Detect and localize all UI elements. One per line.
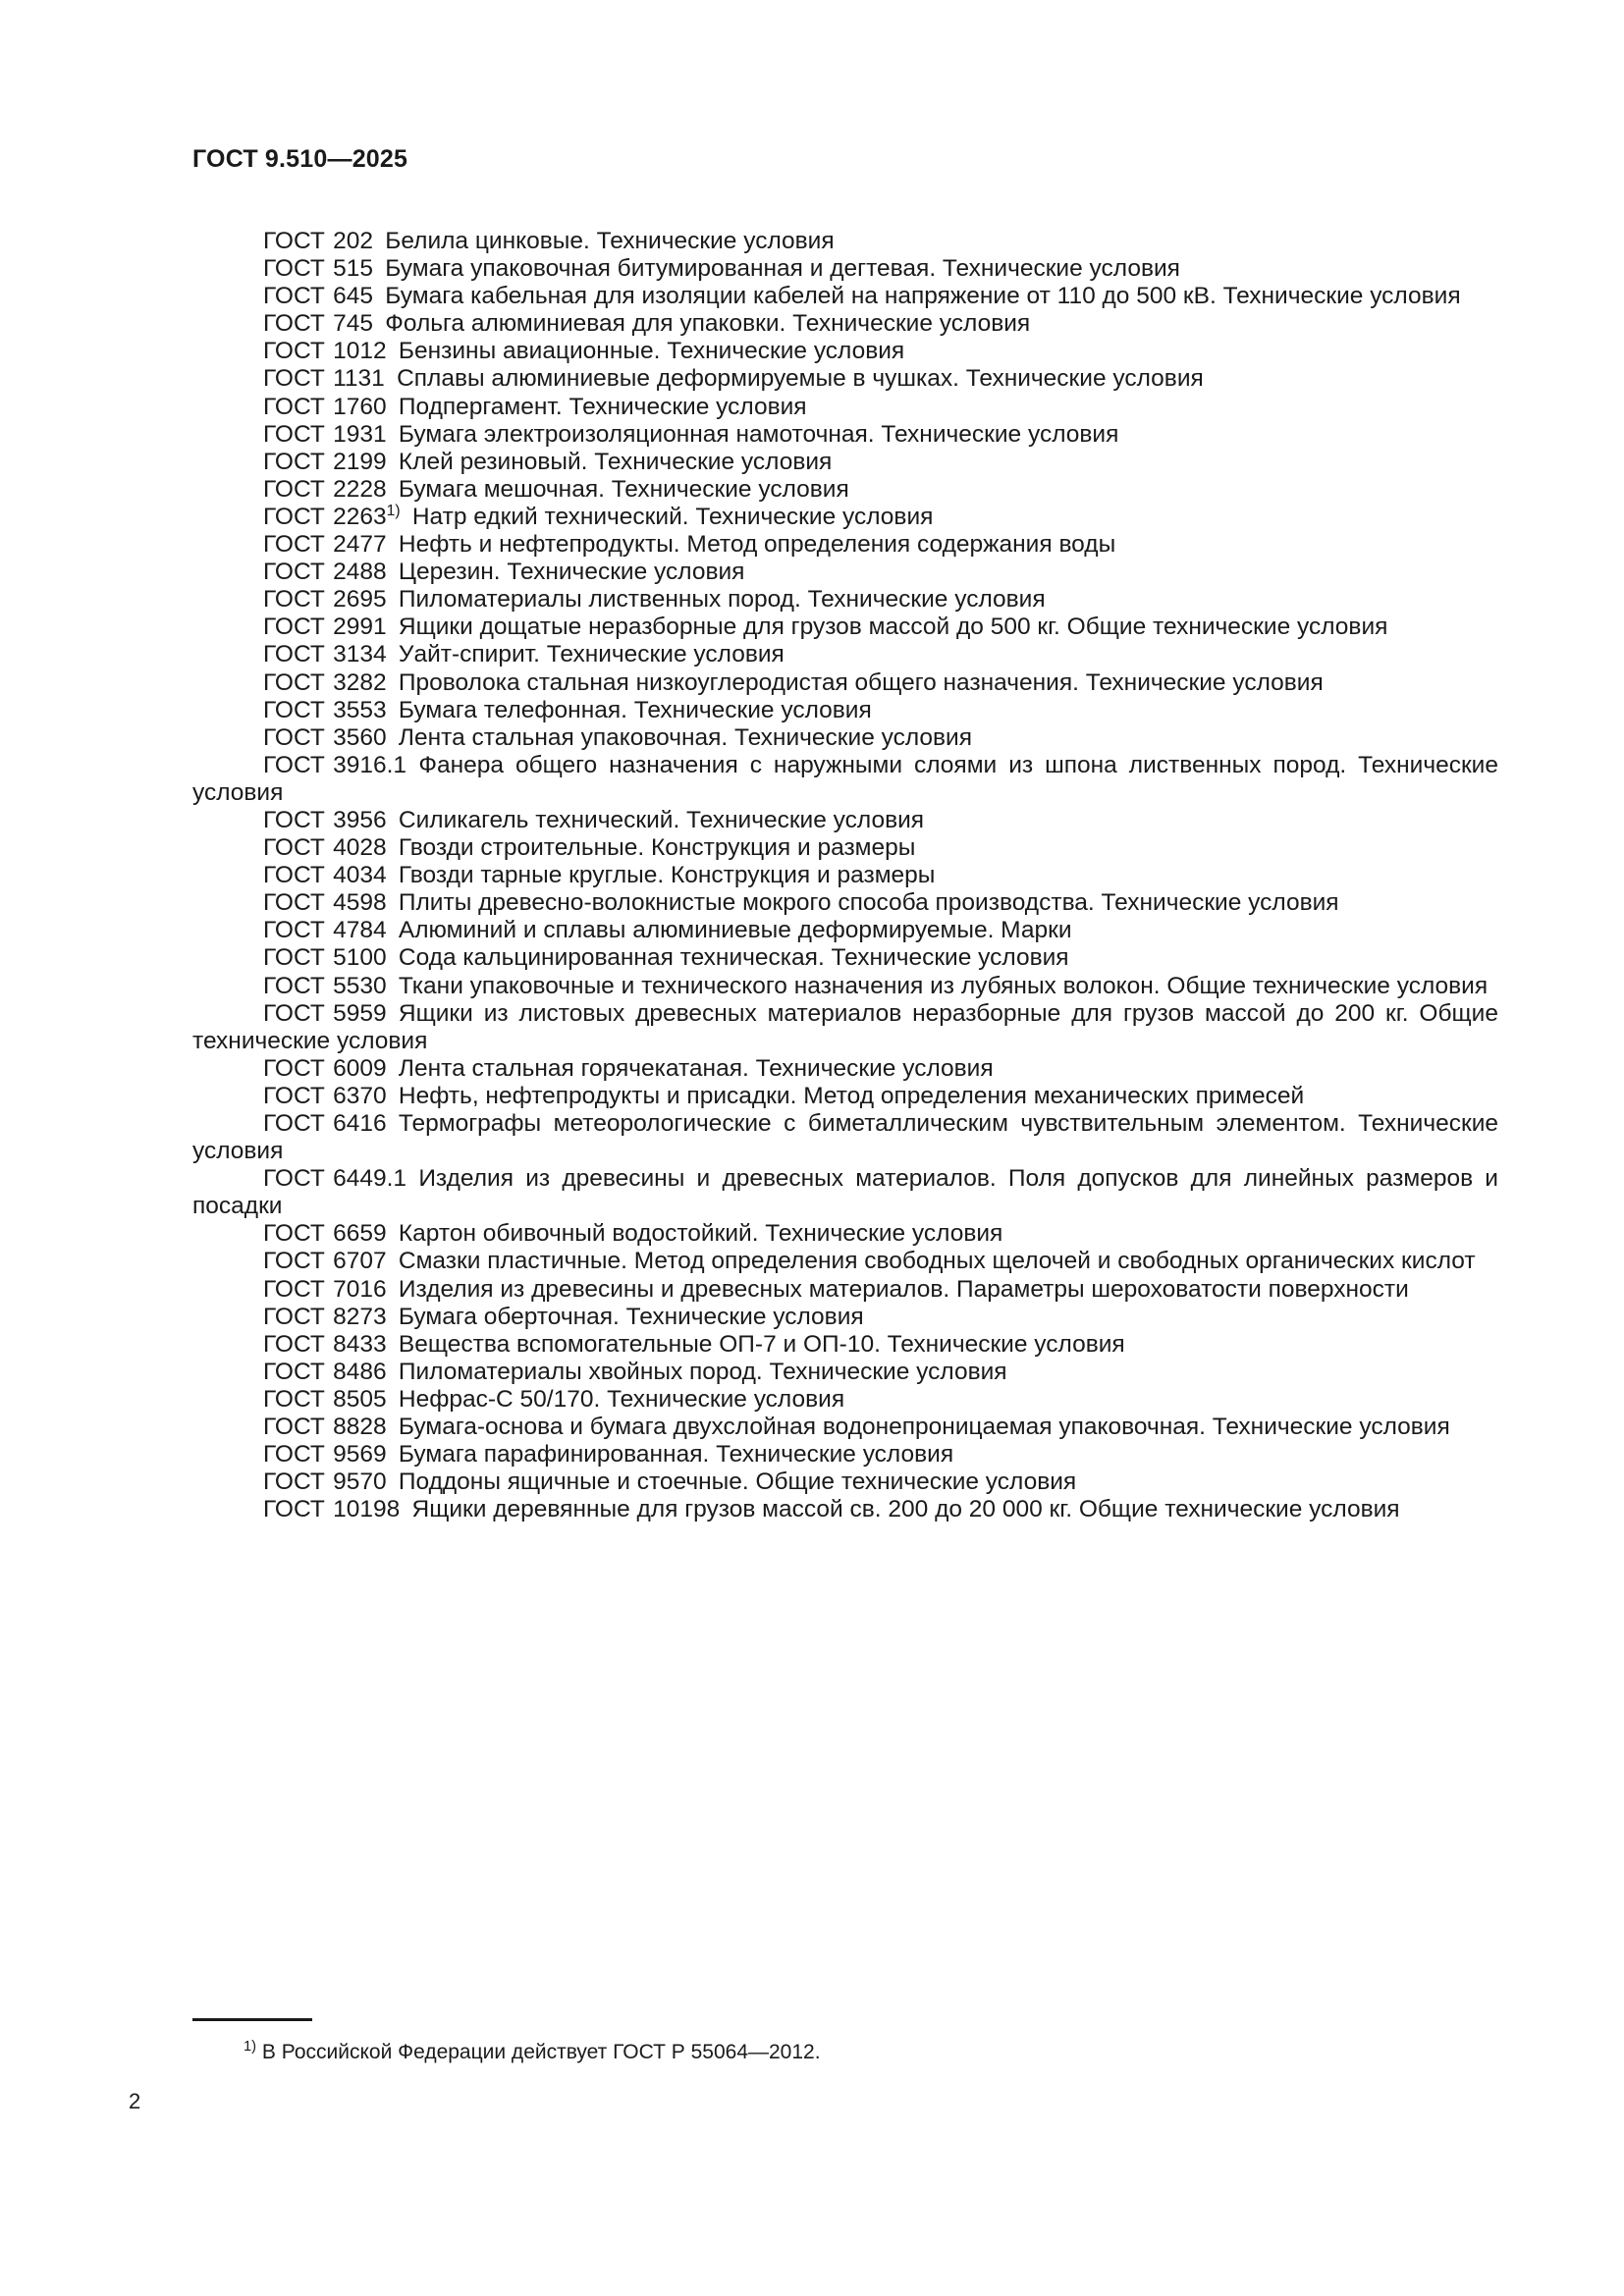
reference-standard-prefix: ГОСТ: [263, 944, 325, 972]
reference-designation: [263, 1359, 387, 1385]
reference-designation: [263, 1386, 387, 1413]
reference-entry: [192, 1083, 1498, 1110]
reference-title: Лента стальная горячекатаная. Технические условия: [398, 1054, 994, 1082]
reference-entry: [192, 944, 1498, 972]
reference-number: 3956: [333, 806, 387, 833]
reference-entry: [192, 394, 1498, 421]
designation-spacer: [325, 862, 333, 889]
reference-title: Вещества вспомогательные ОП-7 и ОП-10. Технические условия: [398, 1330, 1125, 1358]
reference-standard-prefix: ГОСТ: [263, 1496, 325, 1523]
reference-designation: [263, 1414, 387, 1440]
reference-number: 515: [333, 255, 374, 283]
reference-standard-prefix: ГОСТ: [263, 1275, 325, 1303]
reference-title: Бумага электроизоляционная намоточная. Технические условия: [398, 420, 1119, 448]
reference-number: 3134: [333, 641, 387, 668]
designation-spacer: [325, 310, 333, 338]
reference-title: Белила цинковые. Технические условия: [385, 228, 835, 254]
reference-standard-prefix: ГОСТ: [263, 338, 325, 365]
reference-standard-prefix: ГОСТ: [263, 1054, 325, 1082]
reference-designation: [263, 1220, 387, 1247]
reference-entry: [192, 917, 1498, 944]
reference-standard-prefix: ГОСТ: [263, 806, 325, 833]
reference-title: Нефть и нефтепродукты. Метод определения содержания воды: [398, 531, 1116, 559]
reference-designation: [263, 394, 387, 420]
reference-entry: [192, 1165, 1498, 1220]
reference-number: 2263: [333, 503, 387, 530]
designation-spacer: [325, 614, 333, 641]
reference-standard-prefix: ГОСТ: [263, 310, 325, 338]
reference-standard-prefix: ГОСТ: [263, 1468, 325, 1496]
reference-title: Уайт-спирит. Технические условия: [398, 641, 785, 668]
reference-number: 8433: [333, 1330, 387, 1358]
reference-title: Ящики дощатые неразборные для грузов массой до 500 кг. Общие технические условия: [398, 614, 1388, 641]
reference-title: Бумага телефонная. Технические условия: [398, 696, 872, 723]
reference-title: Ткани упаковочные и технического назначения из лубяных волокон. Общие технические условия: [398, 972, 1489, 999]
reference-title: Ящики деревянные для грузов массой св. 200 до 20 000 кг. Общие технические условия: [411, 1496, 1400, 1523]
reference-entry: [192, 669, 1498, 697]
reference-title: Сода кальцинированная техническая. Технические условия: [398, 944, 1069, 972]
reference-designation: [263, 310, 373, 337]
reference-number: 2695: [333, 586, 387, 614]
reference-designation: [263, 641, 387, 667]
reference-title: Фольга алюминиевая для упаковки. Технические условия: [385, 310, 1031, 338]
reference-entry: [192, 973, 1498, 1000]
reference-designation: [263, 669, 387, 696]
reference-standard-prefix: ГОСТ: [263, 614, 325, 641]
reference-designation: [263, 1110, 387, 1137]
reference-designation: [263, 1304, 387, 1330]
reference-designation: [263, 1496, 400, 1522]
designation-spacer: [325, 697, 333, 724]
designation-spacer: [325, 394, 333, 421]
reference-entry: [192, 807, 1498, 834]
reference-title: Бумага мешочная. Технические условия: [398, 475, 849, 503]
footnote-text: В Российской Федерации действует ГОСТ Р 55064—2012.: [261, 2041, 821, 2063]
reference-entry: [192, 338, 1498, 365]
reference-number: 8486: [333, 1358, 387, 1385]
reference-designation: [263, 476, 387, 503]
reference-number: 6707: [333, 1248, 387, 1275]
designation-spacer: [325, 449, 333, 476]
designation-spacer: [325, 1331, 333, 1359]
reference-number: 4598: [333, 889, 387, 917]
reference-entry: [192, 1468, 1498, 1496]
reference-standard-prefix: ГОСТ: [263, 503, 325, 530]
reference-number: 1131: [333, 365, 385, 393]
reference-standard-prefix: ГОСТ: [263, 1248, 325, 1275]
reference-standard-prefix: ГОСТ: [263, 531, 325, 559]
reference-number: 1760: [333, 393, 387, 420]
reference-standard-prefix: ГОСТ: [263, 751, 325, 778]
reference-entry: [192, 889, 1498, 917]
reference-standard-prefix: ГОСТ: [263, 917, 325, 944]
designation-spacer: [325, 1248, 333, 1275]
footnote: [192, 2040, 1498, 2065]
reference-standard-prefix: ГОСТ: [263, 1414, 325, 1441]
reference-entry: [192, 1055, 1498, 1083]
reference-entry: [192, 697, 1498, 724]
reference-number: 202: [333, 228, 374, 254]
reference-title: Поддоны ящичные и стоечные. Общие технические условия: [398, 1468, 1077, 1496]
reference-standard-prefix: ГОСТ: [263, 862, 325, 889]
reference-entry: [192, 1248, 1498, 1275]
reference-title: Церезин. Технические условия: [398, 559, 745, 586]
reference-entry: [192, 1110, 1498, 1165]
reference-standard-prefix: ГОСТ: [263, 1358, 325, 1385]
designation-spacer: [325, 338, 333, 365]
reference-entry: [192, 255, 1498, 283]
reference-title: Бумага кабельная для изоляции кабелей на напряжение от 110 до 500 кВ. Технические условия: [385, 283, 1461, 310]
reference-title: Алюминий и сплавы алюминиевые деформируемые. Марки: [398, 917, 1072, 944]
reference-title: Бумага оберточная. Технические условия: [398, 1303, 864, 1330]
reference-standard-prefix: ГОСТ: [263, 420, 325, 448]
reference-number: 4034: [333, 862, 387, 889]
reference-number: 10198: [333, 1496, 401, 1523]
designation-spacer: [325, 559, 333, 586]
reference-number: 8505: [333, 1385, 387, 1413]
reference-designation: [263, 614, 387, 640]
designation-spacer: [325, 1220, 333, 1248]
reference-title: Гвозди строительные. Конструкция и размеры: [398, 834, 916, 862]
reference-entry: [192, 1414, 1498, 1441]
reference-number: 2228: [333, 475, 387, 503]
reference-title: Термографы метеорологические с биметаллическим чувствительным элементом. Технические условия: [192, 1110, 1498, 1165]
reference-entry: [192, 310, 1498, 338]
reference-number: 8273: [333, 1303, 387, 1330]
designation-spacer: [325, 973, 333, 1000]
reference-designation: [263, 586, 387, 613]
reference-designation: [263, 724, 387, 751]
reference-title: Смазки пластичные. Метод определения свободных щелочей и свободных органических кислот: [398, 1248, 1476, 1275]
reference-number: 2991: [333, 614, 387, 641]
reference-designation: [263, 1441, 387, 1468]
footnote-separator-rule: [192, 2018, 312, 2021]
reference-designation: [263, 365, 385, 392]
reference-standard-prefix: ГОСТ: [263, 475, 325, 503]
reference-entry: [192, 1441, 1498, 1468]
reference-designation: [263, 255, 373, 282]
reference-title: Подпергамент. Технические условия: [398, 393, 807, 420]
page-number: 2: [129, 2089, 141, 2113]
reference-title: Пиломатериалы хвойных пород. Технические условия: [398, 1358, 1007, 1385]
designation-spacer: [325, 641, 333, 668]
reference-standard-prefix: ГОСТ: [263, 1220, 325, 1248]
reference-title: Проволока стальная низкоуглеродистая общего назначения. Технические условия: [398, 668, 1324, 696]
reference-standard-prefix: ГОСТ: [263, 723, 325, 751]
reference-entry: [192, 1359, 1498, 1386]
reference-designation: [263, 889, 387, 916]
reference-entry: [192, 1276, 1498, 1304]
designation-spacer: [325, 586, 333, 614]
reference-entry: [192, 1304, 1498, 1331]
reference-entry: [192, 752, 1498, 807]
designation-spacer: [325, 1055, 333, 1083]
reference-standard-prefix: ГОСТ: [263, 1330, 325, 1358]
reference-number: 6416: [333, 1110, 387, 1137]
reference-standard-prefix: ГОСТ: [263, 1165, 325, 1193]
reference-entry: [192, 1386, 1498, 1414]
reference-entry: [192, 531, 1498, 559]
reference-title: Гвозди тарные круглые. Конструкция и размеры: [398, 862, 936, 889]
reference-title: Картон обивочный водостойкий. Технические условия: [398, 1220, 1003, 1248]
footnote-reference-marker: 1): [386, 502, 401, 519]
designation-spacer: [325, 283, 333, 310]
designation-spacer: [325, 504, 333, 531]
reference-designation: [263, 917, 387, 943]
reference-designation: [263, 1000, 387, 1027]
reference-number: 1931: [333, 420, 387, 448]
reference-entry: [192, 724, 1498, 752]
designation-spacer: [325, 1441, 333, 1468]
reference-number: 8828: [333, 1414, 387, 1441]
reference-entry: [192, 504, 1498, 531]
reference-title: Фанера общего назначения с наружными слоями из шпона лиственных пород. Технические условия: [192, 751, 1498, 806]
reference-number: 4028: [333, 834, 387, 862]
reference-title: Сплавы алюминиевые деформируемые в чушках. Технические условия: [397, 365, 1204, 393]
designation-spacer: [325, 807, 333, 834]
reference-designation: [263, 1468, 387, 1495]
reference-number: 9569: [333, 1441, 387, 1468]
designation-spacer: [325, 1496, 333, 1523]
reference-number: 3282: [333, 668, 387, 696]
reference-title: Изделия из древесины и древесных материалов. Поля допусков для линейных размеров и посадки: [192, 1165, 1498, 1220]
designation-spacer: [325, 531, 333, 559]
designation-spacer: [325, 255, 333, 283]
reference-standard-prefix: ГОСТ: [263, 999, 325, 1027]
designation-spacer: [325, 1110, 333, 1138]
reference-designation: [263, 283, 373, 309]
reference-title: Бумага-основа и бумага двухслойная водонепроницаемая упаковочная. Технические условия: [398, 1414, 1450, 1441]
reference-designation: [263, 1276, 387, 1303]
reference-number: 3553: [333, 696, 387, 723]
designation-spacer: [325, 1359, 333, 1386]
reference-designation: [263, 1083, 387, 1109]
reference-title: Бумага упаковочная битумированная и дегтевая. Технические условия: [385, 255, 1180, 283]
reference-entry: [192, 449, 1498, 476]
designation-spacer: [325, 752, 333, 779]
reference-number: 2477: [333, 531, 387, 559]
designation-spacer: [325, 944, 333, 972]
running-head: ГОСТ 9.510—2025: [192, 145, 408, 173]
designation-spacer: [325, 1276, 333, 1304]
reference-entry: [192, 862, 1498, 889]
reference-designation: [263, 807, 387, 833]
reference-entry: [192, 1496, 1498, 1523]
designation-spacer: [325, 669, 333, 697]
reference-designation: [263, 504, 401, 530]
reference-designation: [263, 338, 387, 364]
reference-title: Нефть, нефтепродукты и присадки. Метод определения механических примесей: [398, 1082, 1305, 1109]
reference-entry: [192, 421, 1498, 449]
reference-standard-prefix: ГОСТ: [263, 972, 325, 999]
reference-designation: [263, 1248, 387, 1274]
reference-title: Натр едкий технический. Технические условия: [411, 503, 934, 530]
reference-entry: [192, 834, 1498, 862]
reference-number: 1012: [333, 338, 387, 365]
reference-title: Пиломатериалы лиственных пород. Технические условия: [398, 586, 1046, 614]
reference-number: 5530: [333, 972, 387, 999]
reference-title: Лента стальная упаковочная. Технические условия: [398, 723, 973, 751]
reference-title: Нефрас-С 50/170. Технические условия: [398, 1385, 845, 1413]
reference-standard-prefix: ГОСТ: [263, 283, 325, 310]
reference-designation: [263, 449, 387, 475]
reference-designation: [263, 421, 387, 448]
reference-number: 2488: [333, 559, 387, 586]
reference-number: 9570: [333, 1468, 387, 1496]
reference-entry: [192, 1000, 1498, 1055]
reference-title: Изделия из древесины и древесных материалов. Параметры шероховатости поверхности: [398, 1275, 1409, 1303]
reference-designation: [263, 559, 387, 585]
reference-number: 6659: [333, 1220, 387, 1248]
designation-spacer: [325, 476, 333, 504]
reference-title: Силикагель технический. Технические условия: [398, 806, 925, 833]
reference-standard-prefix: ГОСТ: [263, 393, 325, 420]
designation-spacer: [325, 228, 333, 255]
reference-standard-prefix: ГОСТ: [263, 696, 325, 723]
designation-spacer: [325, 1386, 333, 1414]
reference-standard-prefix: ГОСТ: [263, 365, 325, 393]
reference-entry: [192, 365, 1498, 393]
reference-standard-prefix: ГОСТ: [263, 1303, 325, 1330]
reference-designation: [263, 1165, 406, 1192]
reference-title: Бензины авиационные. Технические условия: [398, 338, 905, 365]
reference-entry: [192, 614, 1498, 641]
reference-number: 745: [333, 310, 374, 338]
normative-references-list: [192, 228, 1498, 1523]
designation-spacer: [325, 421, 333, 449]
reference-designation: [263, 752, 406, 778]
reference-designation: [263, 1331, 387, 1358]
reference-standard-prefix: ГОСТ: [263, 228, 325, 254]
reference-title: Ящики из листовых древесных материалов неразборные для грузов массой до 200 кг. Общие технические условия: [192, 999, 1498, 1054]
reference-designation: [263, 697, 387, 723]
reference-standard-prefix: ГОСТ: [263, 834, 325, 862]
reference-number: 4784: [333, 917, 387, 944]
reference-title: Клей резиновый. Технические условия: [398, 448, 833, 475]
reference-number: 6449.1: [333, 1165, 407, 1193]
reference-designation: [263, 228, 373, 254]
reference-entry: [192, 476, 1498, 504]
reference-entry: [192, 559, 1498, 586]
reference-designation: [263, 531, 387, 558]
reference-entry: [192, 641, 1498, 668]
reference-standard-prefix: ГОСТ: [263, 668, 325, 696]
reference-entry: [192, 1331, 1498, 1359]
reference-title: Плиты древесно-волокнистые мокрого способа производства. Технические условия: [398, 889, 1339, 917]
reference-designation: [263, 973, 387, 999]
reference-entry: [192, 228, 1498, 255]
designation-spacer: [325, 1414, 333, 1441]
reference-number: 5100: [333, 944, 387, 972]
designation-spacer: [325, 724, 333, 752]
reference-entry: [192, 586, 1498, 614]
reference-number: 3916.1: [333, 751, 407, 778]
reference-standard-prefix: ГОСТ: [263, 448, 325, 475]
reference-designation: [263, 834, 387, 861]
reference-designation: [263, 862, 387, 888]
designation-spacer: [325, 1165, 333, 1193]
designation-spacer: [325, 365, 333, 393]
designation-spacer: [325, 1083, 333, 1110]
reference-standard-prefix: ГОСТ: [263, 255, 325, 283]
reference-standard-prefix: ГОСТ: [263, 1082, 325, 1109]
designation-spacer: [325, 917, 333, 944]
reference-number: 5959: [333, 999, 387, 1027]
reference-designation: [263, 1055, 387, 1082]
reference-number: 6009: [333, 1054, 387, 1082]
reference-entry: [192, 1220, 1498, 1248]
reference-title: Бумага парафинированная. Технические условия: [398, 1441, 954, 1468]
designation-spacer: [325, 1468, 333, 1496]
reference-standard-prefix: ГОСТ: [263, 641, 325, 668]
reference-standard-prefix: ГОСТ: [263, 889, 325, 917]
reference-number: 2199: [333, 448, 387, 475]
reference-entry: [192, 283, 1498, 310]
reference-designation: [263, 944, 387, 971]
designation-spacer: [325, 1000, 333, 1028]
designation-spacer: [325, 889, 333, 917]
reference-standard-prefix: ГОСТ: [263, 1441, 325, 1468]
reference-number: 645: [333, 283, 374, 310]
reference-number: 6370: [333, 1082, 387, 1109]
reference-number: 3560: [333, 723, 387, 751]
reference-standard-prefix: ГОСТ: [263, 1385, 325, 1413]
designation-spacer: [325, 1304, 333, 1331]
reference-standard-prefix: ГОСТ: [263, 586, 325, 614]
designation-spacer: [325, 834, 333, 862]
reference-number: 7016: [333, 1275, 387, 1303]
reference-standard-prefix: ГОСТ: [263, 1110, 325, 1137]
footnote-marker: 1): [244, 2039, 257, 2055]
reference-standard-prefix: ГОСТ: [263, 559, 325, 586]
